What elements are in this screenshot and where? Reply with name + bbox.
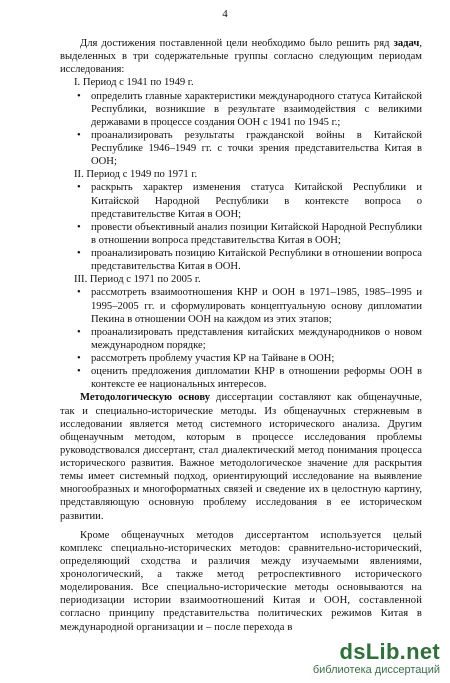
watermark (290, 638, 440, 677)
list-item: • рассмотреть взаимоотношения КНР и ООН в 1971–1985, 1985–1995 и 1995–2005 гг. и сформулировать концептуальную основу дипломатии Пекина в отношении ООН на каждом из этих этапов; (91, 286, 422, 325)
methodology-bold: Методологическую основу (80, 392, 210, 404)
page-number: 4 (222, 8, 228, 20)
methodology-paragraph (60, 391, 422, 522)
list-item: • проанализировать позицию Китайской Республики в отношении вопроса представительства Китая в ООН. (91, 247, 422, 273)
list-item: • провести объективный анализ позиции Китайской Народной Республики в отношении вопроса представительства Китая в ООН; (91, 221, 422, 247)
methodology-text: диссертации составляют как общенаучные, так и специально-исторические методы. Из общенаучных стержневым в исследовании является метод системного исторического анализа. Другим общенаучным методом, которым в процессе исследования проблемы руководствовался диссертант, стал диалектический метод понимания процесса исторического развития. Важное методологическое значение для раскрытия темы имеет системный подход, ориентирующий исследование на выявление многообразных и многоформатных связей и сведение их в целостную картину, представляющую основную проблему исследования в ее историческом развитии. (60, 392, 422, 522)
special-methods-paragraph: Кроме общенаучных методов диссертантом используется целый комплекс специально-исторических методов: сравнительно-исторический, определяющий сходства и различия между изучаемыми явлениями, хронологический, а также метод ретроспективного исторического моделирования. Все специально-исторические методы основываются на периодизации истории взаимоотношений Китая и ООН, составленной согласно принципу представительства политических режимов Китая в международной организации и – после перехода в (60, 529, 422, 633)
period-1-list (60, 90, 422, 169)
intro-bold-word: задач (393, 38, 420, 49)
list-item: • определить главные характеристики международного статуса Китайской Республики, возникшие в результате взаимодействия с великими державами в процессе создания ООН с 1941 по 1945 г.; (91, 90, 422, 129)
period-3-list (60, 286, 422, 391)
intro-paragraph (60, 37, 422, 76)
period-2-list (60, 181, 422, 273)
list-item: • рассмотреть проблему участия КР на Тайване в ООН; (91, 352, 422, 365)
period-heading-3: III. Период с 1971 по 2005 г. (74, 274, 201, 286)
intro-text-after: , выделенных в три содержательные группы согласно следующим периодам исследования: (60, 38, 422, 76)
list-item: • проанализировать результаты гражданской войны в Китайской Республике 1946–1949 гг. с точки зрения представительства Китая в ООН; (91, 129, 422, 168)
list-item: • оценить предложения дипломатии КНР в отношении реформы ООН в контексте ее национальных интересов. (91, 365, 422, 391)
period-heading-2: II. Период с 1949 по 1971 г. (74, 169, 198, 181)
list-item: • раскрыть характер изменения статуса Китайской Республики и Китайской Народной Республики в контексте вопроса о представительстве Китая в ООН; (91, 181, 422, 220)
watermark-logo: dsLib.net (339, 638, 440, 664)
watermark-subtitle: библиотека диссертаций (312, 663, 440, 676)
list-item: • проанализировать представления китайских международников о новом международном порядке; (91, 326, 422, 352)
document-body (60, 37, 422, 634)
intro-text-before: Для достижения поставленной цели необходимо было решить ряд (80, 38, 394, 49)
period-heading-1: I. Период с 1941 по 1949 г. (74, 77, 194, 89)
